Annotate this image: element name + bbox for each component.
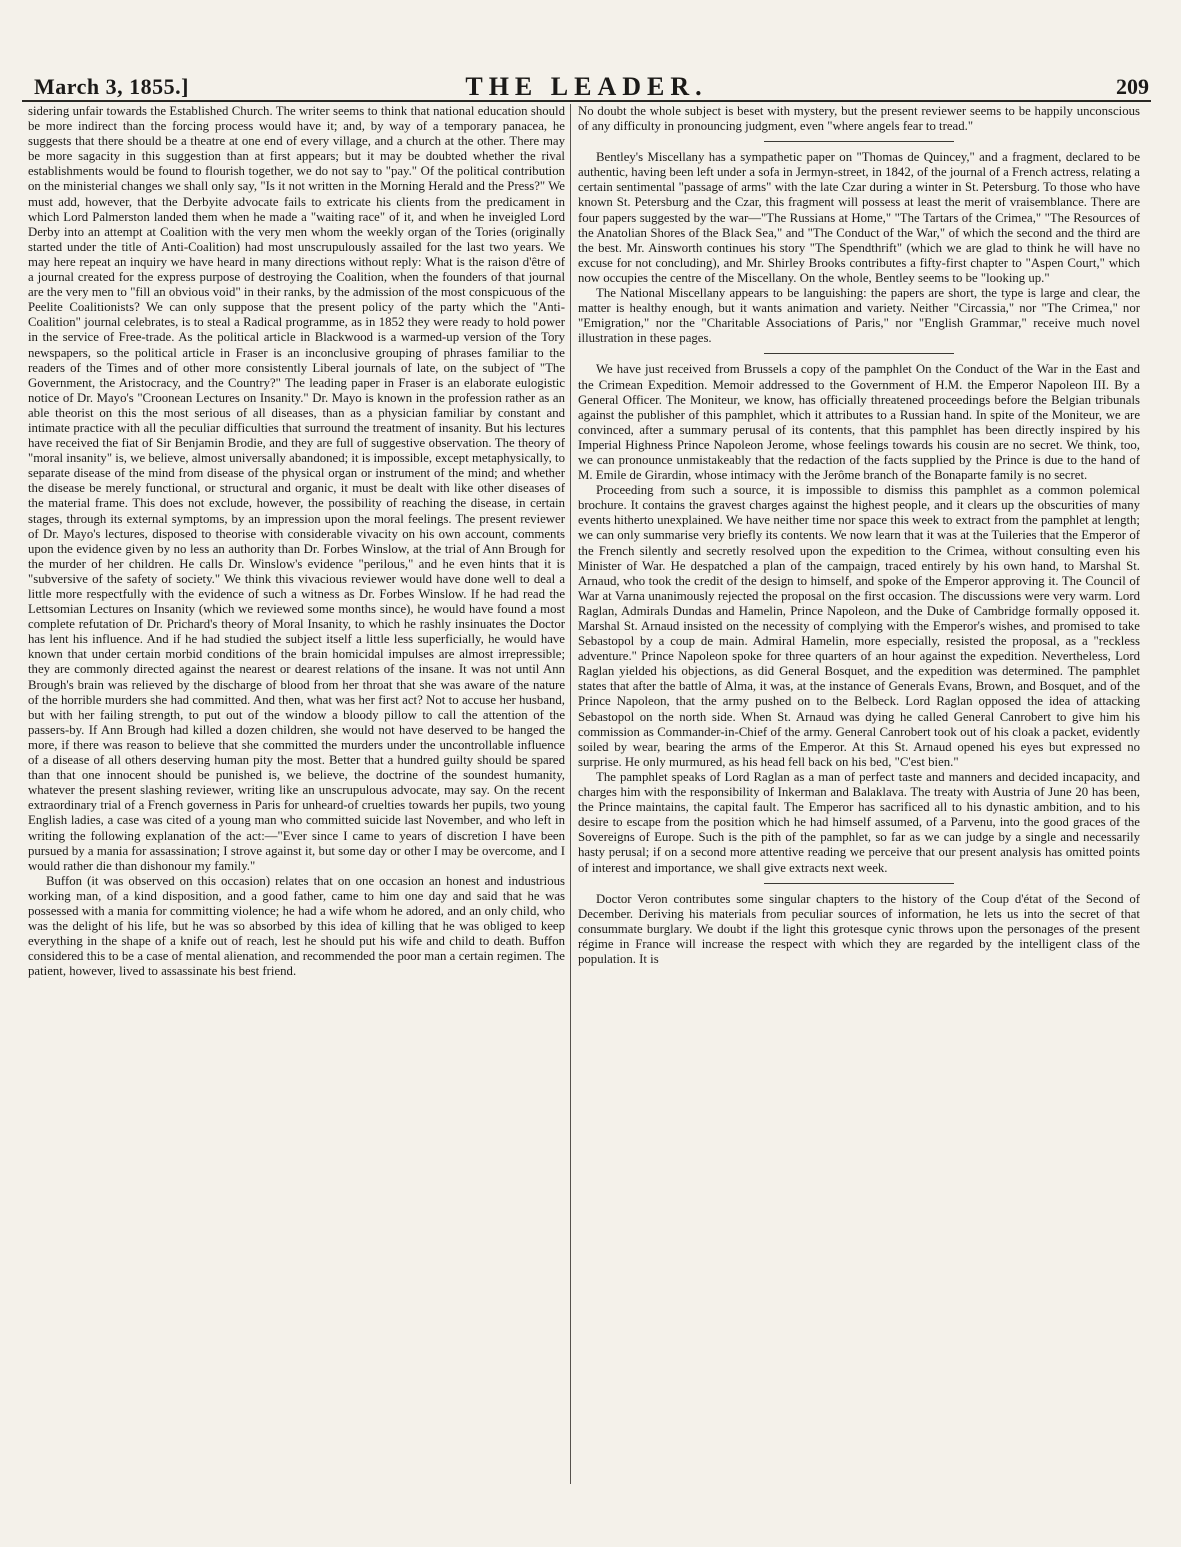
- right-paragraph-4: We have just received from Brussels a copy of the pamphlet On the Conduct of the War in the East and the Crimean Expedition. Memoir addressed to the Government of H.M. the Emperor Napoleon III. By a General Officer. The Moniteur, we know, has officially threatened proceedings before the Belgian tribunals against the publisher of this pamphlet, which it attributes to a Russian hand. In spite of the Moniteur, we are convinced, after a summary perusal of its contents, that this pamphlet has been directly inspired by his Imperial Highness Prince Napoleon Jerome, whose feelings towards his cousin are no secret. We think, too, we can pronounce unmistakeably that the redaction of the facts supplied by the Prince is due to the hand of M. Emile de Girardin, whose intimacy with the Jerôme branch of the Bonaparte family is no secret.: [578, 362, 1140, 483]
- right-column: [578, 104, 1140, 1524]
- left-column: [28, 104, 565, 1524]
- section-divider: [764, 883, 954, 884]
- section-divider: [764, 353, 954, 354]
- header-date: March 3, 1855.]: [34, 74, 189, 99]
- page-header: [22, 72, 1151, 102]
- right-paragraph-1: No doubt the whole subject is beset with mystery, but the present reviewer seems to be happily unconscious of any difficulty in pronouncing judgment, even "where angels fear to tread.": [578, 104, 1140, 134]
- right-paragraph-3: The National Miscellany appears to be languishing: the papers are short, the type is large and clear, the matter is healthy enough, but it wants animation and variety. Neither "Circassia," nor "The Crimea," nor "Emigration," nor the "Charitable Associations of Paris," nor "English Grammar," receive much novel illustration in these pages.: [578, 286, 1140, 346]
- right-paragraph-7: Doctor Veron contributes some singular chapters to the history of the Coup d'état of the Second of December. Deriving his materials from peculiar sources of information, he lets us into the secret of that consummate burglary. We doubt if the light this grotesque cynic throws upon the personages of the present régime in France will increase the respect with which they are regarded by the intelligent class of the population. It is: [578, 891, 1140, 966]
- right-paragraph-6: The pamphlet speaks of Lord Raglan as a man of perfect taste and manners and decided incapacity, and charges him with the responsibility of Inkerman and Balaklava. The treaty with Austria of June 20 has been, the Prince maintains, the capital fault. The Emperor has sacrificed all to his dynastic ambition, and to his desire to escape from the position which he had himself assumed, of a Parvenu, into the good graces of the Sovereigns of Europe. Such is the pith of the pamphlet, so far as we can judge by a single and necessarily hasty perusal; if on a second more attentive reading we perceive that our present analysis has omitted points of interest and importance, we shall give extracts next week.: [578, 769, 1140, 875]
- page-number: 209: [1116, 74, 1149, 99]
- left-paragraph-1: sidering unfair towards the Established Church. The writer seems to think that national education should be more indirect than the forcing process would have it; and, by way of a temporary panacea, he suggests that there should be a theatre at one end of every village, and a church at the other. There may be more sagacity in this suggestion than at first appears; but it may be doubted whether the rival establishments would be found to flourish together, we do not say to "pay." Of the political contribution on the ministerial changes we shall only say, "Is it not written in the Morning Herald and the Press?" We must add, however, that the Derbyite advocate fails to extricate his clients from the predicament in which Lord Palmerston landed them when he made a "waiting race" of it, and when he inveigled Lord Derby into an attempt at Coalition with the very men whom the weekly organ of the Tories (originally started under the title of Anti-Coalition) had most unscrupulously assailed for the last two years. We may here repeat an inquiry we have heard in many directions without reply: What is the raison d'être of a journal created for the express purpose of destroying the Coalition, when the founders of that journal are the very men to "fill an obvious void" in their ranks, by the admission of the most conspicuous of the Peelite Coalitionists? We can only suppose that the present policy of the party which the "Anti-Coalition" journal celebrates, is to steal a Radical programme, as in 1852 they were ready to hold power in the service of Free-trade. As the political article in Blackwood is a warmed-up version of the Tory newspapers, so the political article in Fraser is an inconclusive grouping of phrases familiar to the readers of the Times and of other more consistently Liberal journals of late, on the subject of "The Government, the Aristocracy, and the Country?" The leading paper in Fraser is an elaborate eulogistic notice of Dr. Mayo's "Croonean Lectures on Insanity." Dr. Mayo is known in the profession rather as an able theorist on this the most serious of all diseases, than as a physician familiar by constant and intimate practice with all the peculiar difficulties that surround the treatment of insanity. But his lectures have received the fiat of Sir Benjamin Brodie, and they are full of suggestive observation. The theory of "moral insanity" is, we believe, almost universally abandoned; it is impossible, except metaphysically, to separate disease of the mind from disease of the physical organ or instrument of the mind; and whether the disease be merely functional, or structural and organic, it must be dealt with like other diseases of the material frame. This does not exclude, however, the possibility of reaching the disease, in certain stages, through its external symptoms, by an impression upon the moral feelings. The present reviewer of Dr. Mayo's lectures, disposed to theorise with considerable vivacity on his own account, comments upon the evidence given by no less an authority than Dr. Forbes Winslow, at the trial of Ann Brough for the murder of her children. He calls Dr. Winslow's evidence "perilous," and he even hints that it is "subversive of the safety of society." We think this vivacious reviewer would have done well to deal a little more respectfully with the evidence of such a witness as Dr. Forbes Winslow. If he had read the Lettsomian Lectures on Insanity (which we reviewed some months since), he would have found a most complete refutation of Dr. Prichard's theory of Moral Insanity, to which he rashly insinuates the Doctor has lent his influence. And if he had studied the subject itself a little less superficially, he would have known that under certain morbid conditions of the brain homicidal impulses are almost irrepressible; they are commonly directed against the nearest or dearest relations of the insane. It was not until Ann Brough's brain was relieved by the discharge of blood from her throat that she was aware of the nature of the horrible murders she had committed. And then, what was her first act? Not to accuse her husband, but with her failing strength, to put out of the window a bloody pillow to call the attention of the passers-by. If Ann Brough had killed a dozen children, she would not have deserved to be hanged the more, if there was reason to believe that she committed the murders under the uncontrollable influence of a disease of all others deserving human pity the most. Better that a hundred guilty should be spared than that one innocent should be punished is, we believe, the doctrine of the soundest humanity, whatever the present slashing reviewer, writing like an unscrupulous advocate, may say. On the recent extraordinary trial of a French governess in Paris for unheard-of cruelties towards her pupils, two young English ladies, a case was cited of a young man who committed suicide last November, and who left in writing the following explanation of the act:—"Ever since I came to years of discretion I have been pursued by a mania for assassination; I strove against it, but some day or other I may be overcome, and I would rather die than dishonour my family.": [28, 104, 565, 873]
- left-paragraph-2: Buffon (it was observed on this occasion) relates that on one occasion an honest and industrious working man, of a kind disposition, and a good father, came to him one day and said that he was possessed with a mania for committing violence; he had a wife whom he adored, and an only child, who was the delight of his life, but he was so absorbed by this idea of killing that he was obliged to keep everything in the shape of a knife out of reach, lest he should put his wife and child to death. Buffon considered this to be a case of mental alienation, and recommended the poor man a certain regimen. The patient, however, lived to assassinate his best friend.: [28, 873, 565, 979]
- column-rule: [570, 104, 571, 1484]
- masthead-title: THE LEADER.: [465, 72, 708, 101]
- right-paragraph-5: Proceeding from such a source, it is impossible to dismiss this pamphlet as a common polemical brochure. It contains the gravest charges against the highest people, and it clears up the obscurities of many events hitherto unexplained. We have neither time nor space this week to extract from the pamphlet at length; we can only summarise very briefly its contents. We now learn that it was at the Tuileries that the Emperor of the French silently and secretly resolved upon the expedition to the Crimea, without consulting even his Minister of War. He despatched a plan of the campaign, traced entirely by his own hand, to Marshal St. Arnaud, who took the credit of the design to himself, and spoke of the Emperor approving it. The Council of War at Varna unanimously rejected the proposal on the first occasion. The discussions were very warm. Lord Raglan, Admirals Dundas and Hamelin, Prince Napoleon, and the Duke of Cambridge formally opposed it. Marshal St. Arnaud insisted on the necessity of complying with the Emperor's wishes, and promised to take Sebastopol by a coup de main. Admiral Hamelin, more especially, resisted the proposal, as a "reckless adventure." Prince Napoleon spoke for three quarters of an hour against the expedition. Nevertheless, Lord Raglan yielded his objections, as did General Bosquet, and the expedition was determined. The pamphlet states that after the battle of Alma, it was, at the instance of Generals Evans, Brown, and Bosquet, and of the Prince Napoleon, that the army pushed on to the Belbeck. Lord Raglan opposed the idea of attacking Sebastopol on the north side. When St. Arnaud was dying he called General Canrobert to give him his commission as Commander-in-Chief of the army. General Canrobert took out of his cloak a packet, evidently soiled by wear, bearing the arms of the Emperor. At this St. Arnaud opened his eyes but expressed no surprise. He only murmured, as his head fell back on his bed, "C'est bien.": [578, 483, 1140, 769]
- right-paragraph-2: Bentley's Miscellany has a sympathetic paper on "Thomas de Quincey," and a fragment, declared to be authentic, having been left under a sofa in Jermyn-street, in 1842, of the journal of a French actress, relating a certain sentimental "passage of arms" with the late Czar during a winter in St. Petersburg. To those who have known St. Petersburg and the Czar, this fragment will possess at least the merit of vraisemblance. There are four papers suggested by the war—"The Russians at Home," "The Tartars of the Crimea," "The Resources of the Anatolian Shores of the Black Sea," and "The Conduct of the War," of which the second and the third are the best. Mr. Ainsworth continues his story "The Spendthrift" (which we are glad to think he will have no excuse for not concluding), and Mr. Shirley Brooks contributes a fifty-first chapter to "Aspen Court," which now occupies the centre of the Miscellany. On the whole, Bentley seems to be "looking up.": [578, 150, 1140, 285]
- section-divider: [764, 141, 954, 142]
